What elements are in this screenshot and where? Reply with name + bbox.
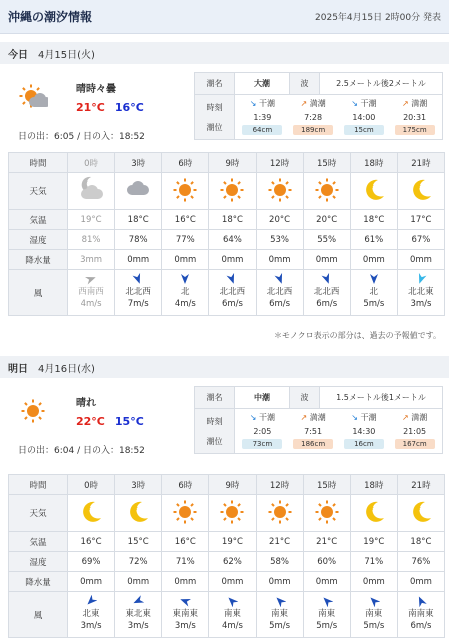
svg-text:★: ★	[84, 179, 89, 185]
weather-cell	[162, 495, 209, 532]
rain-cell: 0mm	[397, 250, 444, 270]
tide-type: ↘ 干潮	[249, 413, 275, 422]
wind-arrow-icon	[179, 597, 191, 607]
hour-header: 9時	[209, 475, 256, 495]
wind-speed: 5m/s	[316, 621, 338, 631]
hour-header: 6時	[162, 153, 209, 173]
rain-cell: 0mm	[209, 250, 256, 270]
moon-icon	[359, 182, 389, 208]
svg-text:★: ★	[415, 182, 422, 190]
moon-icon	[123, 504, 153, 530]
cloud-icon	[123, 198, 153, 208]
wind-direction: 南東	[365, 609, 383, 619]
hour-header: 9時	[209, 153, 256, 173]
weather-cell	[303, 495, 350, 532]
wind-speed: 5m/s	[363, 299, 385, 309]
wind-speed: 3m/s	[80, 621, 102, 631]
low-temp: 15°C	[114, 415, 144, 428]
hour-header: 15時	[303, 475, 350, 495]
day-summary	[0, 64, 449, 144]
wind-arrow-icon	[132, 275, 144, 285]
wind-direction: 北	[369, 287, 379, 297]
tide-level: 189cm	[293, 125, 333, 135]
weather-text: 晴れ	[76, 398, 96, 409]
wind-arrow-icon	[321, 597, 333, 607]
wind-cell	[68, 592, 115, 638]
wave-label: 波	[290, 387, 320, 409]
sun-icon	[170, 520, 200, 530]
rain-cell: 0mm	[350, 572, 397, 592]
svg-text:★: ★	[415, 504, 422, 512]
tide-entry	[392, 98, 438, 135]
wind-cell	[256, 270, 303, 316]
rain-cell: 0mm	[256, 572, 303, 592]
rain-cell: 0mm	[162, 572, 209, 592]
wind-cell	[162, 270, 209, 316]
tide-time: 14:00	[352, 113, 376, 122]
temp-cell: 21°C	[256, 532, 303, 552]
wind-arrow-icon	[321, 275, 333, 285]
moon-cloud-icon	[76, 179, 106, 208]
wave-label: 波	[290, 73, 320, 95]
weather-cell	[350, 495, 397, 532]
humidity-cell: 53%	[256, 230, 303, 250]
today-section	[0, 38, 449, 340]
hour-header: 21時	[397, 153, 444, 173]
past-forecast-note: ＊モノクロ表示の部分は、過去の予報値です。	[273, 331, 441, 340]
wind-cell	[350, 270, 397, 316]
low-temp: 16°C	[114, 101, 144, 114]
weather-cell	[68, 495, 115, 532]
row-label: 湿度	[9, 230, 68, 250]
tide-level: 167cm	[395, 439, 435, 449]
wind-direction: 北北西	[313, 287, 340, 297]
wave-value: 2.5メートル後2メートル	[320, 73, 443, 95]
day-summary	[0, 378, 449, 458]
tide-type: ↘ 干潮	[351, 413, 377, 422]
tide-level: 15cm	[344, 125, 384, 135]
tide-entry	[341, 98, 387, 135]
weather-cell	[115, 173, 162, 210]
day-date: 4月15日(火)	[38, 49, 95, 61]
wind-arrow-icon	[274, 597, 286, 607]
temp-cell: 20°C	[303, 210, 350, 230]
temp-cell: 16°C	[162, 532, 209, 552]
tide-time: 20:31	[403, 113, 427, 122]
wind-arrow-icon	[179, 275, 191, 285]
tide-entry	[392, 412, 438, 449]
wind-direction: 南東	[271, 609, 289, 619]
wind-direction: 東南東	[172, 609, 199, 619]
wind-arrow-icon	[415, 275, 427, 285]
sun-times: 日の出：6:04 / 日の入：18:52	[18, 446, 145, 456]
tide-time: 7:28	[304, 113, 323, 122]
wind-arrow-icon	[226, 597, 238, 607]
row-label: 湿度	[9, 552, 68, 572]
wind-direction: 北北西	[125, 287, 151, 297]
tide-level: 175cm	[395, 125, 435, 135]
hour-header: 0時	[68, 153, 115, 173]
wind-cell	[115, 270, 162, 316]
wind-cell	[115, 592, 162, 638]
tide-entry	[290, 98, 336, 135]
rain-cell: 3mm	[68, 250, 115, 270]
tide-type: ↘ 干潮	[351, 99, 377, 108]
rain-cell: 0mm	[68, 572, 115, 592]
high-temp: 22°C	[76, 415, 105, 428]
temp-cell: 18°C	[115, 210, 162, 230]
rain-cell: 0mm	[115, 572, 162, 592]
humidity-cell: 76%	[397, 552, 444, 572]
day-label: 明日	[8, 363, 28, 375]
wind-speed: 3m/s	[410, 299, 432, 309]
wind-direction: 南東	[318, 609, 336, 619]
moon-icon	[406, 182, 436, 208]
wind-speed: 6m/s	[410, 621, 432, 631]
wind-cell	[397, 270, 444, 316]
humidity-cell: 78%	[115, 230, 162, 250]
svg-text:★: ★	[86, 504, 92, 512]
weather-text: 晴時々曇	[76, 84, 116, 95]
moon-icon	[359, 504, 389, 530]
hour-header: 18時	[350, 153, 397, 173]
tide-table	[194, 386, 443, 454]
tide-name: 大潮	[235, 73, 290, 95]
wind-direction: 北	[181, 287, 190, 297]
tide-entry	[239, 412, 285, 449]
temp-cell: 18°C	[350, 210, 397, 230]
tide-entry	[239, 98, 285, 135]
wind-arrow-icon	[368, 597, 380, 607]
wind-speed: 5m/s	[363, 621, 385, 631]
tide-entry	[290, 412, 336, 449]
time-level-label: 時刻 潮位	[195, 95, 235, 140]
tide-name-label: 潮名	[195, 387, 235, 409]
svg-text:★: ★	[368, 504, 375, 512]
day-label: 今日	[8, 49, 28, 61]
wind-speed: 6m/s	[316, 299, 338, 309]
wind-cell	[350, 592, 397, 638]
weather-cell	[209, 173, 256, 210]
issue-time: 2025年4月15日 2時00分 発表	[315, 13, 441, 23]
temperature-range	[76, 415, 144, 428]
weather-cell	[209, 495, 256, 532]
wind-cell	[397, 592, 444, 638]
wind-direction: 北北西	[266, 287, 293, 297]
weather-cell	[162, 173, 209, 210]
row-label: 降水量	[9, 250, 68, 270]
hour-header: 3時	[115, 475, 162, 495]
moon-icon	[76, 504, 106, 530]
rain-cell: 0mm	[115, 250, 162, 270]
wind-speed: 6m/s	[269, 299, 291, 309]
sun-icon	[312, 198, 342, 208]
row-label: 時間	[9, 475, 68, 495]
temp-cell: 19°C	[209, 532, 256, 552]
wind-direction: 北北東	[408, 287, 434, 297]
sun-icon	[217, 198, 247, 208]
tide-entry	[341, 412, 387, 449]
weather-cell	[397, 495, 444, 532]
hour-header: 21時	[397, 475, 444, 495]
hour-header: 0時	[68, 475, 115, 495]
svg-text:★: ★	[368, 182, 375, 190]
humidity-cell: 61%	[350, 230, 397, 250]
hour-header: 3時	[115, 153, 162, 173]
sun-icon	[170, 198, 200, 208]
weather-cell	[350, 173, 397, 210]
wind-direction: 西南西	[78, 287, 104, 297]
temperature-range	[76, 101, 144, 114]
tide-name: 中潮	[235, 387, 290, 409]
wind-speed: 7m/s	[127, 299, 149, 309]
sun-icon	[312, 520, 342, 530]
tide-times	[235, 409, 443, 454]
tide-level: 186cm	[293, 439, 333, 449]
tide-time: 7:51	[304, 427, 323, 436]
page-header	[0, 0, 449, 34]
svg-text:★: ★	[133, 504, 139, 512]
wind-cell	[303, 592, 350, 638]
weather-cell	[303, 173, 350, 210]
rain-cell: 0mm	[397, 572, 444, 592]
rain-cell: 0mm	[162, 250, 209, 270]
day-header	[0, 42, 449, 64]
wind-direction: 南東	[223, 609, 241, 619]
row-label: 気温	[9, 210, 68, 230]
row-label: 天気	[9, 495, 68, 532]
humidity-cell: 62%	[209, 552, 256, 572]
humidity-cell: 69%	[68, 552, 115, 572]
tide-level: 16cm	[344, 439, 384, 449]
wind-speed: 4m/s	[174, 299, 196, 309]
rain-cell: 0mm	[303, 250, 350, 270]
day-date: 4月16日(水)	[38, 363, 95, 375]
wind-arrow-icon	[226, 275, 238, 285]
wind-cell	[68, 270, 115, 316]
rain-cell: 0mm	[256, 250, 303, 270]
wind-direction: 南南東	[408, 609, 434, 619]
humidity-cell: 71%	[162, 552, 209, 572]
temp-cell: 17°C	[397, 210, 444, 230]
temp-cell: 19°C	[68, 210, 115, 230]
tide-type: ↗ 満潮	[402, 99, 428, 108]
wind-cell	[256, 592, 303, 638]
tide-type: ↗ 満潮	[300, 99, 326, 108]
row-label: 風	[9, 592, 68, 638]
hour-header: 12時	[256, 153, 303, 173]
tide-time: 21:05	[403, 427, 427, 436]
wind-cell	[162, 592, 209, 638]
weather-cell	[68, 173, 115, 210]
hourly-forecast-table	[8, 474, 445, 638]
sun-cloud-icon	[18, 82, 48, 116]
rain-cell: 0mm	[350, 250, 397, 270]
row-label: 時間	[9, 153, 68, 173]
wind-cell	[209, 270, 256, 316]
tide-time: 2:05	[253, 427, 272, 436]
rain-cell: 0mm	[209, 572, 256, 592]
temp-cell: 20°C	[256, 210, 303, 230]
sun-icon	[265, 520, 295, 530]
wind-speed: 3m/s	[174, 621, 196, 631]
day-header	[0, 356, 449, 378]
tide-time: 14:30	[352, 427, 376, 436]
hourly-forecast-table	[8, 152, 445, 316]
temp-cell: 16°C	[162, 210, 209, 230]
weather-cell	[256, 495, 303, 532]
wind-cell	[209, 592, 256, 638]
humidity-cell: 71%	[350, 552, 397, 572]
sun-times: 日の出：6:05 / 日の入：18:52	[18, 132, 145, 142]
humidity-cell: 60%	[303, 552, 350, 572]
tide-level: 73cm	[242, 439, 282, 449]
humidity-cell: 55%	[303, 230, 350, 250]
high-temp: 21°C	[76, 101, 105, 114]
wind-direction: 北北西	[219, 287, 246, 297]
temp-cell: 16°C	[68, 532, 115, 552]
row-label: 天気	[9, 173, 68, 210]
wave-value: 1.5メートル後1メートル	[320, 387, 443, 409]
moon-icon	[406, 504, 436, 530]
temp-cell: 19°C	[350, 532, 397, 552]
sun-icon	[265, 198, 295, 208]
wind-arrow-icon	[274, 275, 286, 285]
tide-type: ↗ 満潮	[300, 413, 326, 422]
row-label: 気温	[9, 532, 68, 552]
rain-cell: 0mm	[303, 572, 350, 592]
temp-cell: 15°C	[115, 532, 162, 552]
hour-header: 15時	[303, 153, 350, 173]
sun-icon	[18, 396, 48, 430]
temp-cell: 18°C	[209, 210, 256, 230]
humidity-cell: 77%	[162, 230, 209, 250]
hour-header: 6時	[162, 475, 209, 495]
tide-table	[194, 72, 443, 140]
wind-speed: 4m/s	[80, 299, 102, 309]
tomorrow-section	[0, 352, 449, 631]
tide-times	[235, 95, 443, 140]
humidity-cell: 72%	[115, 552, 162, 572]
wind-speed: 6m/s	[221, 299, 243, 309]
hour-header: 18時	[350, 475, 397, 495]
wind-speed: 4m/s	[221, 621, 243, 631]
wind-arrow-icon	[415, 597, 427, 607]
wind-arrow-icon	[85, 597, 97, 607]
weather-cell	[256, 173, 303, 210]
weather-cell	[115, 495, 162, 532]
wind-direction: 北東	[82, 609, 100, 619]
wind-arrow-icon	[85, 275, 97, 285]
wind-speed: 5m/s	[269, 621, 291, 631]
tide-type: ↗ 満潮	[402, 413, 428, 422]
wind-speed: 3m/s	[127, 621, 149, 631]
time-level-label: 時刻 潮位	[195, 409, 235, 454]
tide-level: 64cm	[242, 125, 282, 135]
page-title: 沖縄の潮汐情報	[8, 10, 93, 24]
temp-cell: 21°C	[303, 532, 350, 552]
row-label: 降水量	[9, 572, 68, 592]
wind-arrow-icon	[368, 275, 380, 285]
weather-cell	[397, 173, 444, 210]
wind-arrow-icon	[132, 597, 144, 607]
hour-header: 12時	[256, 475, 303, 495]
humidity-cell: 67%	[397, 230, 444, 250]
temp-cell: 18°C	[397, 532, 444, 552]
row-label: 風	[9, 270, 68, 316]
tide-time: 1:39	[253, 113, 272, 122]
wind-cell	[303, 270, 350, 316]
sun-icon	[217, 520, 247, 530]
tide-type: ↘ 干潮	[249, 99, 275, 108]
tide-name-label: 潮名	[195, 73, 235, 95]
humidity-cell: 58%	[256, 552, 303, 572]
humidity-cell: 81%	[68, 230, 115, 250]
humidity-cell: 64%	[209, 230, 256, 250]
wind-direction: 東北東	[125, 609, 151, 619]
